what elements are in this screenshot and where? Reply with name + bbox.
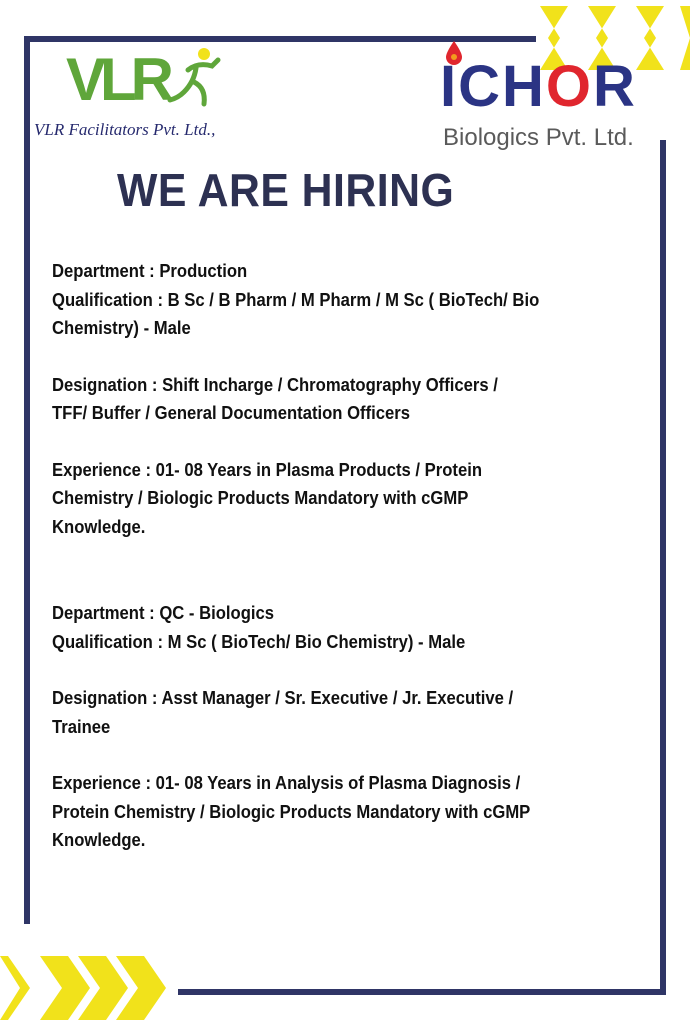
chevron-shape <box>40 956 90 1020</box>
department-qualification <box>52 599 637 656</box>
designation-line: TFF/ Buffer / General Documentation Officers <box>52 402 411 423</box>
running-figure-icon <box>170 48 218 104</box>
qualification-line: Chemistry) - Male <box>52 317 191 338</box>
experience-line: Knowledge. <box>52 829 146 850</box>
chevron-decoration-bottom <box>0 952 180 1024</box>
experience-line: Protein Chemistry / Biologic Products Mandatory with cGMP <box>52 800 531 822</box>
chevron-shape <box>680 6 690 70</box>
frame-bottom-border <box>178 989 666 995</box>
experience <box>52 456 637 542</box>
experience-line: Knowledge. <box>52 515 146 537</box>
department-line: Department : QC - Biologics <box>52 602 275 623</box>
qualification-line: Qualification : M Sc ( BioTech/ Bio Chemistry) - Male <box>52 630 466 652</box>
qualification-line: Qualification : B Sc / B Pharm / M Pharm / M Sc ( BioTech/ Bio <box>52 288 540 310</box>
chevron-shape <box>0 956 30 1020</box>
ichor-name-o: O <box>545 54 594 119</box>
frame-right-border <box>660 140 666 995</box>
chevron-shape <box>636 6 664 70</box>
experience <box>52 769 637 855</box>
experience-line: Experience : 01- 08 Years in Analysis of Plasma Diagnosis / <box>52 772 521 793</box>
department-qualification <box>52 257 637 343</box>
frame-left-border <box>24 36 30 924</box>
department-line: Department : Production <box>52 260 248 281</box>
ichor-name-part1: ICH <box>440 54 546 119</box>
vlr-logo-letters: VLR <box>66 46 168 113</box>
designation-line: Designation : Shift Incharge / Chromatography Officers / <box>52 373 498 395</box>
designation <box>52 684 637 741</box>
vlr-logo <box>66 42 226 116</box>
vlr-company-name: VLR Facilitators Pvt. Ltd., <box>34 120 216 139</box>
job-listings <box>52 257 642 883</box>
experience-line: Chemistry / Biologic Products Mandatory with cGMP <box>52 487 469 508</box>
page-title: WE ARE HIRING <box>117 164 455 216</box>
job-block-production <box>52 257 642 541</box>
job-block-qc-biologics <box>52 599 642 855</box>
designation <box>52 371 637 428</box>
ichor-logo-wordmark <box>440 54 637 119</box>
ichor-name-part2: R <box>593 54 637 119</box>
section-gap <box>52 569 642 599</box>
designation-line: Trainee <box>52 715 111 737</box>
ichor-subtitle: Biologics Pvt. Ltd. <box>443 124 634 151</box>
experience-line: Experience : 01- 08 Years in Plasma Products / Protein <box>52 458 483 480</box>
designation-line: Designation : Asst Manager / Sr. Executive / Jr. Executive / <box>52 687 514 708</box>
